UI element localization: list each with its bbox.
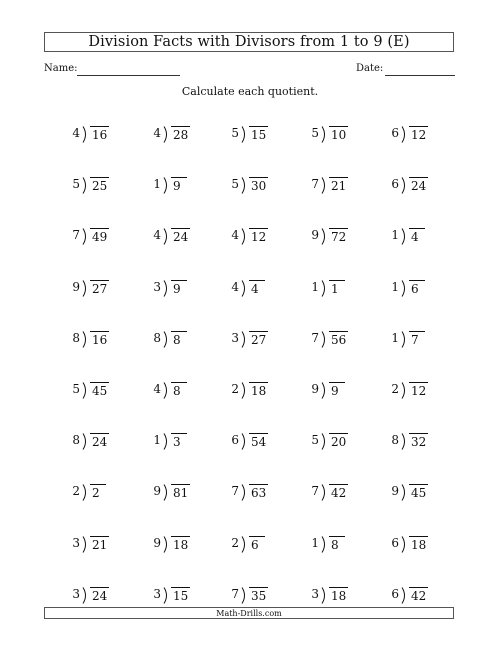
divisor: 1 bbox=[311, 279, 319, 294]
divisor: 3 bbox=[153, 586, 161, 601]
dividend: 42 bbox=[331, 486, 347, 501]
division-bracket-icon bbox=[241, 587, 248, 604]
divisor: 1 bbox=[311, 535, 319, 550]
divisor: 9 bbox=[391, 484, 399, 499]
division-bracket-icon bbox=[82, 280, 89, 297]
division-bracket-icon bbox=[241, 177, 248, 194]
dividend: 16 bbox=[92, 332, 108, 347]
division-bracket-icon bbox=[321, 280, 328, 297]
divisor: 6 bbox=[391, 177, 399, 192]
dividend: 18 bbox=[331, 588, 347, 603]
divisor: 3 bbox=[72, 535, 80, 550]
divisor: 8 bbox=[72, 433, 80, 448]
dividend: 63 bbox=[251, 486, 267, 501]
division-bracket-icon bbox=[241, 228, 248, 245]
division-problem bbox=[391, 277, 425, 297]
division-problem bbox=[391, 225, 425, 245]
division-bracket-icon bbox=[82, 126, 89, 143]
division-bracket-icon bbox=[321, 587, 328, 604]
division-problem bbox=[72, 430, 109, 450]
dividend: 81 bbox=[173, 486, 189, 501]
divisor: 6 bbox=[391, 586, 399, 601]
division-problem bbox=[153, 379, 187, 399]
divisor: 9 bbox=[311, 382, 319, 396]
divisor: 4 bbox=[153, 228, 161, 243]
dividend: 1 bbox=[329, 280, 345, 297]
dividend: 56 bbox=[331, 332, 347, 347]
division-problem bbox=[153, 584, 190, 604]
worksheet-title: Division Facts with Divisors from 1 to 9 (E) bbox=[88, 34, 410, 50]
division-bracket-icon bbox=[163, 382, 170, 399]
division-problem bbox=[311, 328, 348, 348]
dividend: 35 bbox=[251, 588, 267, 603]
division-bracket-icon bbox=[163, 484, 170, 501]
divisor: 3 bbox=[72, 586, 80, 601]
division-problem bbox=[231, 481, 268, 501]
division-problem bbox=[391, 584, 428, 604]
name-field-line bbox=[77, 75, 180, 76]
divisor: 9 bbox=[72, 279, 80, 294]
dividend: 18 bbox=[251, 384, 267, 398]
dividend: 21 bbox=[331, 179, 347, 194]
division-problem bbox=[153, 328, 187, 348]
divisor: 4 bbox=[231, 228, 239, 243]
dividend: 15 bbox=[251, 128, 267, 142]
divisor: 7 bbox=[72, 228, 80, 243]
division-problem bbox=[153, 430, 187, 450]
dividend: 25 bbox=[92, 179, 108, 194]
division-problem bbox=[231, 584, 268, 604]
division-bracket-icon bbox=[401, 228, 408, 245]
dividend: 18 bbox=[411, 537, 427, 552]
dividend: 24 bbox=[411, 179, 427, 194]
divisor: 4 bbox=[72, 126, 80, 140]
division-problem bbox=[391, 481, 428, 501]
division-bracket-icon bbox=[401, 484, 408, 501]
date-label: Date: bbox=[356, 63, 384, 74]
divisor: 4 bbox=[231, 279, 239, 294]
divisor: 7 bbox=[231, 484, 239, 499]
dividend: 8 bbox=[171, 382, 187, 399]
division-problem bbox=[231, 533, 265, 553]
division-problem bbox=[231, 430, 268, 450]
division-problem bbox=[72, 379, 109, 399]
division-bracket-icon bbox=[241, 536, 248, 553]
dividend: 45 bbox=[411, 486, 427, 501]
dividend: 45 bbox=[92, 384, 108, 398]
division-problem bbox=[311, 174, 348, 194]
divisor: 1 bbox=[153, 433, 161, 448]
dividend: 27 bbox=[251, 332, 267, 347]
dividend: 6 bbox=[249, 536, 265, 553]
dividend: 20 bbox=[331, 435, 347, 450]
division-problem bbox=[311, 430, 348, 450]
division-bracket-icon bbox=[241, 484, 248, 501]
division-problem bbox=[311, 123, 348, 143]
division-bracket-icon bbox=[163, 331, 170, 348]
division-bracket-icon bbox=[401, 280, 408, 297]
division-bracket-icon bbox=[401, 536, 408, 553]
dividend: 72 bbox=[331, 230, 347, 245]
divisor: 9 bbox=[153, 535, 161, 550]
divisor: 6 bbox=[391, 126, 399, 140]
dividend: 24 bbox=[92, 435, 108, 450]
division-bracket-icon bbox=[321, 433, 328, 450]
divisor: 2 bbox=[231, 382, 239, 396]
division-problem bbox=[72, 277, 109, 297]
divisor: 1 bbox=[391, 228, 399, 243]
divisor: 9 bbox=[311, 228, 319, 243]
dividend: 21 bbox=[92, 537, 108, 552]
dividend: 42 bbox=[411, 588, 427, 603]
division-problem bbox=[391, 533, 428, 553]
footer-text: Math-Drills.com bbox=[216, 608, 282, 618]
dividend: 4 bbox=[409, 228, 425, 245]
division-problem bbox=[153, 533, 190, 553]
division-bracket-icon bbox=[82, 536, 89, 553]
division-problem bbox=[311, 277, 345, 297]
divisor: 5 bbox=[72, 177, 80, 192]
dividend: 4 bbox=[249, 280, 265, 297]
divisor: 8 bbox=[391, 433, 399, 448]
dividend: 54 bbox=[251, 435, 267, 450]
division-bracket-icon bbox=[163, 536, 170, 553]
dividend: 24 bbox=[92, 588, 108, 603]
division-bracket-icon bbox=[401, 587, 408, 604]
worksheet-title-box bbox=[44, 32, 454, 52]
division-problem bbox=[231, 174, 268, 194]
division-bracket-icon bbox=[321, 382, 328, 399]
dividend: 32 bbox=[411, 435, 427, 450]
division-bracket-icon bbox=[163, 228, 170, 245]
division-problem bbox=[311, 225, 348, 245]
division-bracket-icon bbox=[163, 280, 170, 297]
division-problem bbox=[231, 123, 268, 143]
division-problem bbox=[72, 225, 109, 245]
divisor: 9 bbox=[153, 484, 161, 499]
division-problem bbox=[231, 379, 268, 399]
divisor: 3 bbox=[153, 279, 161, 294]
divisor: 4 bbox=[153, 126, 161, 140]
dividend: 9 bbox=[171, 177, 187, 194]
division-bracket-icon bbox=[82, 433, 89, 450]
divisor: 1 bbox=[391, 330, 399, 345]
dividend: 8 bbox=[329, 536, 345, 553]
dividend: 16 bbox=[92, 128, 108, 142]
dividend: 10 bbox=[331, 128, 347, 142]
dividend: 7 bbox=[409, 331, 425, 348]
division-bracket-icon bbox=[163, 587, 170, 604]
divisor: 4 bbox=[153, 382, 161, 396]
division-problem bbox=[72, 481, 106, 501]
dividend: 30 bbox=[251, 179, 267, 194]
division-bracket-icon bbox=[82, 587, 89, 604]
divisor: 2 bbox=[391, 382, 399, 396]
dividend: 6 bbox=[409, 280, 425, 297]
dividend: 9 bbox=[329, 382, 345, 399]
division-problem bbox=[153, 481, 190, 501]
divisor: 8 bbox=[153, 330, 161, 345]
dividend: 15 bbox=[173, 588, 189, 603]
divisor: 5 bbox=[72, 382, 80, 396]
division-bracket-icon bbox=[321, 331, 328, 348]
division-problem bbox=[311, 379, 345, 399]
divisor: 3 bbox=[311, 586, 319, 601]
division-problem bbox=[311, 533, 345, 553]
division-bracket-icon bbox=[241, 331, 248, 348]
divisor: 8 bbox=[72, 330, 80, 345]
division-problem bbox=[153, 123, 190, 143]
dividend: 27 bbox=[92, 281, 108, 296]
division-bracket-icon bbox=[163, 433, 170, 450]
division-bracket-icon bbox=[321, 484, 328, 501]
division-bracket-icon bbox=[241, 382, 248, 399]
division-bracket-icon bbox=[321, 228, 328, 245]
division-bracket-icon bbox=[321, 536, 328, 553]
divisor: 7 bbox=[311, 484, 319, 499]
dividend: 9 bbox=[171, 280, 187, 297]
division-bracket-icon bbox=[241, 126, 248, 143]
division-bracket-icon bbox=[401, 177, 408, 194]
division-problem bbox=[231, 328, 268, 348]
division-bracket-icon bbox=[401, 126, 408, 143]
division-bracket-icon bbox=[82, 177, 89, 194]
division-bracket-icon bbox=[321, 126, 328, 143]
division-problem bbox=[391, 174, 428, 194]
division-problem bbox=[72, 533, 109, 553]
dividend: 8 bbox=[171, 331, 187, 348]
date-field-line bbox=[385, 75, 455, 76]
divisor: 6 bbox=[391, 535, 399, 550]
division-bracket-icon bbox=[82, 331, 89, 348]
division-bracket-icon bbox=[82, 484, 89, 501]
divisor: 7 bbox=[231, 586, 239, 601]
divisor: 5 bbox=[311, 126, 319, 140]
divisor: 5 bbox=[311, 433, 319, 448]
divisor: 1 bbox=[153, 177, 161, 192]
division-problem bbox=[311, 481, 348, 501]
dividend: 12 bbox=[411, 384, 427, 398]
division-problem bbox=[153, 225, 190, 245]
division-bracket-icon bbox=[401, 433, 408, 450]
division-problem bbox=[72, 174, 109, 194]
division-problem bbox=[391, 328, 425, 348]
division-problem bbox=[391, 123, 428, 143]
division-problem bbox=[391, 379, 428, 399]
division-problem bbox=[153, 174, 187, 194]
divisor: 2 bbox=[231, 535, 239, 550]
division-bracket-icon bbox=[163, 177, 170, 194]
division-problem bbox=[72, 584, 109, 604]
name-label: Name: bbox=[44, 63, 78, 74]
division-problem bbox=[391, 430, 428, 450]
dividend: 3 bbox=[171, 433, 187, 450]
dividend: 18 bbox=[173, 537, 189, 552]
dividend: 28 bbox=[173, 128, 189, 142]
divisor: 3 bbox=[231, 330, 239, 345]
divisor: 5 bbox=[231, 126, 239, 140]
divisor: 7 bbox=[311, 177, 319, 192]
divisor: 2 bbox=[72, 484, 80, 499]
divisor: 1 bbox=[391, 279, 399, 294]
divisor: 5 bbox=[231, 177, 239, 192]
division-problem bbox=[72, 328, 109, 348]
division-problem bbox=[231, 277, 265, 297]
division-bracket-icon bbox=[401, 331, 408, 348]
divisor: 7 bbox=[311, 330, 319, 345]
divisor: 6 bbox=[231, 433, 239, 448]
division-problem bbox=[231, 225, 268, 245]
instructions: Calculate each quotient. bbox=[181, 85, 319, 98]
division-bracket-icon bbox=[321, 177, 328, 194]
division-bracket-icon bbox=[241, 280, 248, 297]
division-bracket-icon bbox=[82, 228, 89, 245]
dividend: 24 bbox=[173, 230, 189, 245]
division-problem bbox=[153, 277, 187, 297]
division-bracket-icon bbox=[241, 433, 248, 450]
footer-box bbox=[44, 607, 454, 619]
dividend: 2 bbox=[90, 484, 106, 501]
division-bracket-icon bbox=[82, 382, 89, 399]
division-problem bbox=[72, 123, 109, 143]
dividend: 12 bbox=[251, 230, 267, 245]
dividend: 12 bbox=[411, 128, 427, 142]
dividend: 49 bbox=[92, 230, 108, 245]
division-problem bbox=[311, 584, 348, 604]
division-bracket-icon bbox=[163, 126, 170, 143]
division-bracket-icon bbox=[401, 382, 408, 399]
